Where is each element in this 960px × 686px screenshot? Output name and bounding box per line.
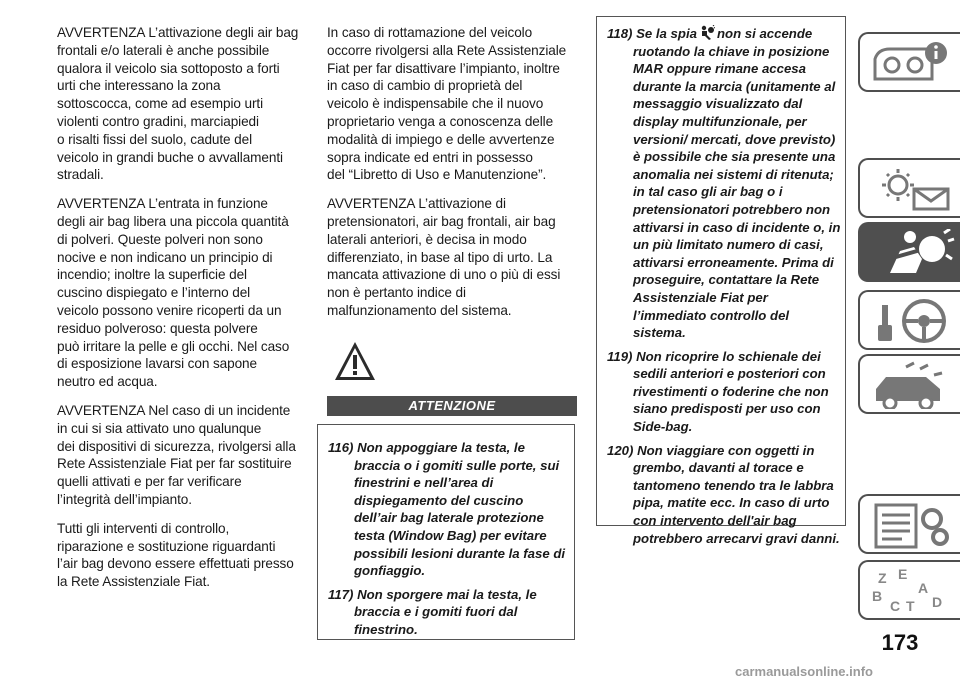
warning-triangle-icon <box>333 340 377 382</box>
column-middle <box>327 24 575 331</box>
note-118 <box>607 25 841 342</box>
note-text: Non viaggiare con oggetti in grembo, davanti al torace e tantomeno tenendo tra le labbra pipa, matite ecc. In caso di urto con intervento dell'air bag potrebbero arrecarvi gravi danni. <box>633 442 840 546</box>
note-number: 120) <box>607 442 634 458</box>
tab-starting-driving[interactable] <box>858 290 960 350</box>
note-number: 118) <box>607 26 633 41</box>
airbag-seatbelt-icon <box>870 229 955 277</box>
emergency-car-icon <box>870 361 955 409</box>
tab-maintenance[interactable] <box>858 494 960 554</box>
paragraph-accident-warning: AVVERTENZA Nel caso di un incidente in cui si sia attivato uno qualunque dei dispositivi di sicurezza, rivolgersi alla Rete Assistenziale Fiat per far sostituire quelli attivati e per far verificare l’integrità dell’impianto. <box>57 402 296 507</box>
note-text: Non appoggiare la testa, le braccia o i gomiti sulle porte, sui finestrini e nell’area di dispiegamento del cuscino dell’air bag laterale protezione testa (Window Bag) per evitare possibili lesioni durante la fase di gonfiaggio. <box>354 440 566 579</box>
note-number: 117) <box>328 586 354 602</box>
attention-header: ATTENZIONE <box>327 396 577 416</box>
svg-text:B: B <box>872 588 883 604</box>
note-116 <box>328 439 568 580</box>
alphabetical-index-icon <box>870 567 955 615</box>
maintenance-icon <box>870 501 955 549</box>
warning-box-left <box>317 424 575 640</box>
note-119 <box>607 348 841 436</box>
column-left <box>57 24 305 602</box>
airbag-warning-light-icon <box>699 25 715 40</box>
svg-text:D: D <box>932 594 943 610</box>
footer-watermark: carmanualsonline.info <box>735 664 873 679</box>
paragraph-scrapping: In caso di rottamazione del veicolo occorre rivolgersi alla Rete Assistenziale Fiat per far disattivare l’impianto, inoltre in caso di cambio di proprietà del veicolo è indispensabile che il nuovo proprietario venga a conoscenza delle modalità di impiego e delle avvertenze sopra indicate ed entri in possesso del “Libretto di Uso e Manutenzione”. <box>327 25 567 183</box>
svg-text:E: E <box>898 567 908 582</box>
warning-box-right <box>596 16 846 546</box>
note-text: Non ricoprire lo schienale dei sedili anteriori e posteriori con rivestimenti o foderine che non siano predisposti per uso con Side-bag. <box>633 348 829 435</box>
tab-warning-lights[interactable] <box>858 158 960 218</box>
svg-text:T: T <box>906 598 915 614</box>
svg-text:A: A <box>918 580 929 596</box>
paragraph-powder-warning: AVVERTENZA L’entrata in funzione degli air bag libera una piccola quantità di polveri. Queste polveri non sono nocive e non indicano un principio di incendio; inoltre la superficie del cuscino dispiegato e l’interno del veicolo possono venire ricoperti da un residuo polveroso: questa polvere può irritare la pelle e gli occhi. Nel caso di esposizione lavarsi con sapone neutro ed acqua. <box>57 196 290 390</box>
note-text-before: Se la spia <box>636 26 697 41</box>
paragraph-pretensioners: AVVERTENZA L’attivazione di pretensionatori, air bag frontali, air bag laterali anteriori, è decisa in modo differenziato, in base al tipo di urto. La mancata attivazione di uno o più di essi non è pertanto indice di malfunzionamento del sistema. <box>327 196 561 318</box>
warning-lights-icon <box>870 165 955 213</box>
note-text-after: non si accende ruotando la chiave in posizione MAR oppure rimane accesa durante la marcia (unitamente al messaggio visualizzato dal display multifunzionale, per versioni/ mercati, dove previsto) è possibile che sia presente una anomalia nei sistemi di ritenuta; in tal caso gli air bag o i pretensionatori potrebbero non attivarsi in caso di incidente o, in un più limitato numero di casi, attivarsi erroneamente. Prima di proseguire, contattare la Rete Assistenziale Fiat per l’immediato controllo del sistema. <box>633 26 841 341</box>
note-number: 119) <box>607 348 633 364</box>
tab-dashboard[interactable] <box>858 32 960 92</box>
note-117 <box>328 586 568 639</box>
note-120 <box>607 442 841 548</box>
note-number: 116) <box>328 440 354 455</box>
tab-index[interactable] <box>858 560 960 620</box>
page-number: 173 <box>881 630 919 655</box>
note-text: Non sporgere mai la testa, le braccia e i gomiti fuori dal finestrino. <box>354 586 537 637</box>
tab-safety[interactable] <box>858 222 960 282</box>
svg-text:C: C <box>890 598 901 614</box>
paragraph-interventions: Tutti gli interventi di controllo, riparazione e sostituzione riguardanti l’air bag devono essere effettuati presso la Rete Assistenziale Fiat. <box>57 520 294 590</box>
svg-text:Z: Z <box>878 570 887 586</box>
dashboard-info-icon <box>870 39 955 87</box>
warning-section <box>327 340 577 416</box>
paragraph-activation-warning: AVVERTENZA L’attivazione degli air bag frontali e/o laterali è anche possibile qualora il veicolo sia sottoposto a forti urti che interessano la zona sottoscocca, come ad esempio urti violenti contro gradini, marciapiedi o risalti fissi del suolo, cadute del veicolo in grandi buche o avvallamenti stradali. <box>57 25 299 183</box>
tab-emergency[interactable] <box>858 354 960 414</box>
starting-driving-icon <box>870 297 955 345</box>
